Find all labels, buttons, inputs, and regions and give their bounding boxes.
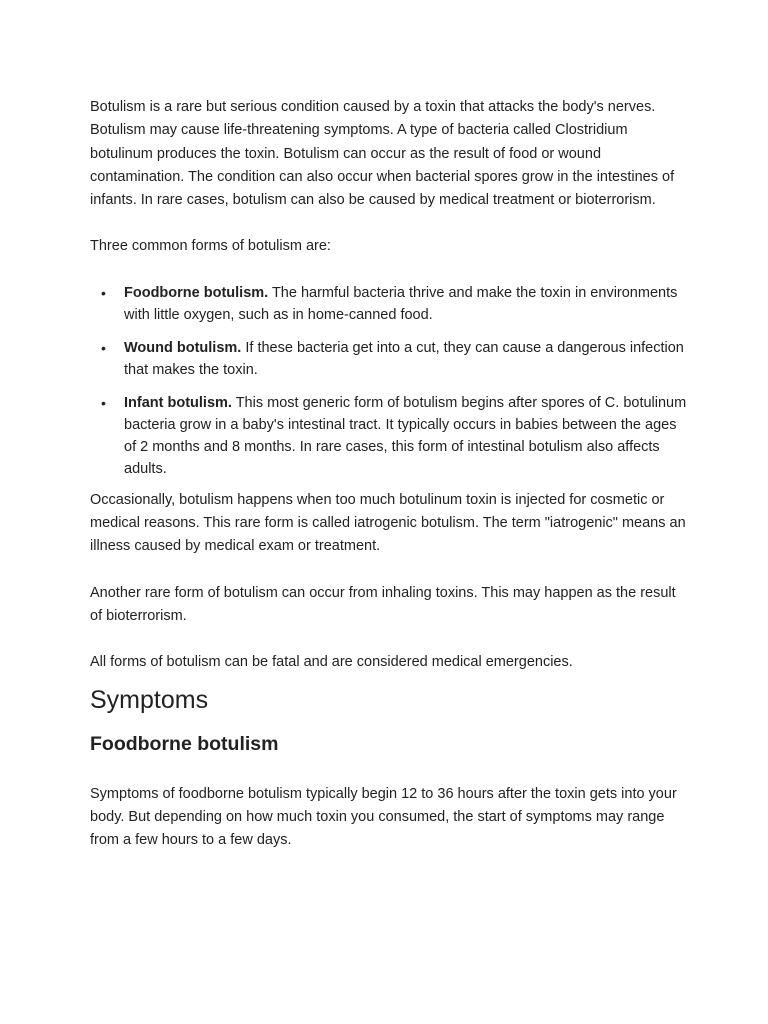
list-item-term: Wound botulism. <box>124 339 242 356</box>
botulism-forms-list <box>90 282 690 480</box>
foodborne-heading: Foodborne botulism <box>90 732 279 755</box>
bullet-icon: • <box>101 339 106 356</box>
document-page <box>90 96 690 852</box>
list-item <box>90 282 690 326</box>
list-item-text: This most generic form of botulism begins after spores of C. botulinum bacteria grow in a baby's intestinal tract. It typically occurs in babies between the ages of 2 months and 8 months. In rare cases, this form of intestinal botulism also affects adults. <box>124 394 687 477</box>
list-item-text: The harmful bacteria thrive and make the toxin in environments with little oxygen, such as in home-canned food. <box>124 284 678 323</box>
list-item-text: If these bacteria get into a cut, they can cause a dangerous infection that makes the toxin. <box>124 339 684 378</box>
foodborne-symptoms-paragraph: Symptoms of foodborne botulism typically begin 12 to 36 hours after the toxin gets into your body. But depending on how much toxin you consumed, the start of symptoms may range from a few hours to a few days. <box>90 785 677 849</box>
list-item <box>90 392 690 480</box>
bullet-icon: • <box>101 394 106 411</box>
list-item-term: Infant botulism. <box>124 394 232 411</box>
intro-paragraph: Botulism is a rare but serious condition caused by a toxin that attacks the body's nerves. Botulism may cause life-threatening symptoms. A type of bacteria called Clostridium botulinum produces the toxin. Botulism can occur as the result of food or wound contamination. The condition can also occur when bacterial spores grow in the intestines of infants. In rare cases, botulism can also be caused by medical treatment or bioterrorism. <box>90 99 675 209</box>
symptoms-heading: Symptoms <box>90 685 209 714</box>
forms-lead-paragraph: Three common forms of botulism are: <box>90 238 331 255</box>
list-item <box>90 337 690 381</box>
emergency-paragraph: All forms of botulism can be fatal and are considered medical emergencies. <box>90 654 573 671</box>
list-item-term: Foodborne botulism. <box>124 284 269 301</box>
inhaled-paragraph: Another rare form of botulism can occur from inhaling toxins. This may happen as the result of bioterrorism. <box>90 584 676 624</box>
bullet-icon: • <box>101 284 106 301</box>
iatrogenic-paragraph: Occasionally, botulism happens when too much botulinum toxin is injected for cosmetic or medical reasons. This rare form is called iatrogenic botulism. The term "iatrogenic" means an illness caused by medical exam or treatment. <box>90 491 686 555</box>
